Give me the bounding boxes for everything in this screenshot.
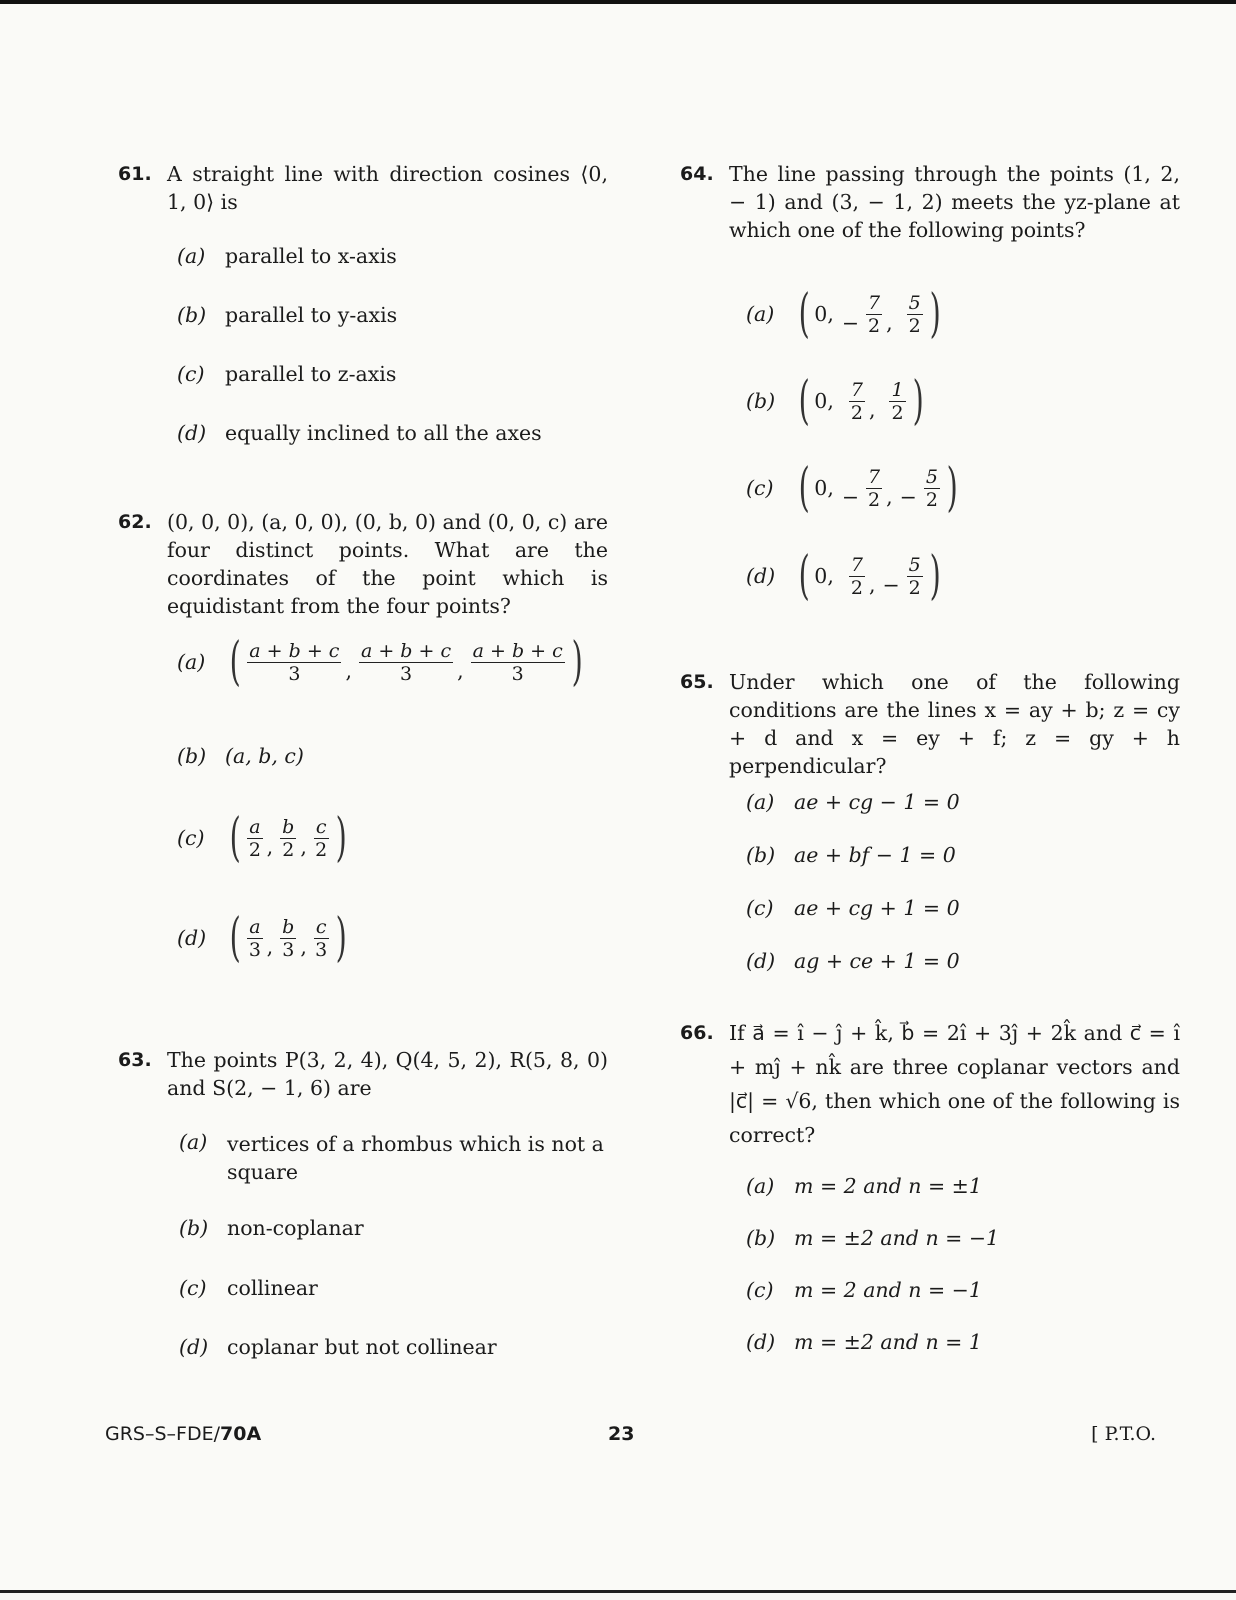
fraction-denominator: 3 (511, 662, 524, 685)
fraction-denominator: 2 (925, 488, 938, 511)
fraction-denominator: 3 (315, 938, 328, 961)
option-label: (c) (177, 362, 205, 386)
option-c (746, 896, 960, 920)
option-a (177, 244, 397, 268)
tuple-lead: 0, (814, 564, 834, 588)
question-text: Under which one of the following conditions are the lines x = ay + b; z = cy + d and x = ey + f; z = gy + h perpendicular? (729, 670, 1180, 778)
option-value: parallel to y-axis (225, 303, 398, 327)
option-a (179, 1130, 609, 1186)
sign: − (841, 311, 860, 335)
question-65 (680, 668, 1180, 973)
option-d (177, 421, 542, 445)
fraction-denominator: 3 (248, 938, 261, 961)
option-label: (c) (746, 476, 774, 500)
fraction-tuple: ( 0, − $\frac{7}{2}$ , − $\frac{5}{2}$ ) (798, 458, 958, 518)
fraction-denominator: 2 (850, 401, 863, 424)
option-d (179, 1335, 497, 1359)
fraction-numerator: 7 (850, 553, 863, 576)
fraction-numerator: a + b + c (472, 639, 563, 662)
question-number: 63. (118, 1049, 152, 1071)
fraction-numerator: 5 (908, 553, 921, 576)
fraction-numerator: b (282, 915, 295, 938)
option-label: (c) (179, 1276, 207, 1300)
option-label: (b) (177, 744, 207, 768)
option-value: ae + cg + 1 = 0 (794, 896, 960, 920)
option-c (746, 1278, 982, 1302)
option-c (177, 362, 396, 386)
tuple-lead: 0, (814, 302, 834, 326)
option-c (179, 1276, 318, 1300)
option-b (177, 744, 304, 768)
option-a (746, 284, 945, 344)
option-value: m = 2 and n = ±1 (794, 1174, 982, 1198)
fraction-tuple: ( $\frac{a + b + c}{3}$ , $\frac{a + b + c}{3}$ , $\frac{a + b + c}{3}$ ) (229, 632, 583, 692)
option-b (746, 1226, 999, 1250)
option-label: (a) (746, 1174, 775, 1198)
option-a (746, 1174, 982, 1198)
option-d (746, 1330, 982, 1354)
option-d (746, 949, 960, 973)
fraction-numerator: 7 (850, 378, 863, 401)
option-value: non-coplanar (227, 1216, 364, 1240)
option-d (746, 546, 945, 606)
option-a (177, 632, 587, 692)
fraction-numerator: a + b + c (249, 639, 340, 662)
fraction-tuple: ( $\frac{a}{2}$ , $\frac{b}{2}$ , $\frac{c}{2}$ ) (229, 808, 347, 868)
question-text: A straight line with direction cosines ⟨0, 1, 0⟩ is (167, 162, 608, 214)
question-62 (118, 508, 608, 968)
fraction-numerator: c (315, 815, 327, 838)
option-label: (c) (746, 1278, 774, 1302)
fraction-numerator: c (315, 915, 327, 938)
option-value: m = ±2 and n = 1 (794, 1330, 982, 1354)
option-label: (c) (746, 896, 774, 920)
option-label: (d) (179, 1335, 209, 1359)
sign: − (882, 573, 900, 597)
question-number: 66. (680, 1022, 714, 1044)
question-number: 64. (680, 163, 714, 185)
option-value: ae + cg − 1 = 0 (794, 790, 960, 814)
question-text: If a⃗ = î − ĵ + k̂, b⃗ = 2î + 3ĵ + 2k̂ and c⃗ = î + mĵ + nk̂ are three coplanar vectors and |c⃗| = √6, then which one of the following is correct? (729, 1021, 1180, 1147)
option-label: (c) (177, 826, 205, 850)
question-number: 65. (680, 671, 714, 693)
question-66 (680, 1016, 1180, 1354)
fraction-tuple: ( 0, $\frac{7}{2}$ , $\frac{1}{2}$ ) (798, 371, 924, 431)
fraction-numerator: 5 (925, 465, 938, 488)
option-label: (d) (746, 949, 776, 973)
fraction-denominator: 2 (908, 576, 921, 599)
fraction-numerator: a (249, 915, 261, 938)
fraction-numerator: 7 (868, 465, 881, 488)
option-value: ae + bf − 1 = 0 (794, 843, 956, 867)
option-b (179, 1216, 364, 1240)
page-number: 23 (608, 1423, 635, 1445)
question-63 (118, 1046, 608, 1359)
option-label: (b) (746, 389, 776, 413)
option-value: ag + ce + 1 = 0 (794, 949, 960, 973)
fraction-denominator: 2 (891, 401, 904, 424)
fraction-numerator: a + b + c (360, 639, 452, 662)
paper-code-suffix: 70A (220, 1423, 262, 1445)
option-value: parallel to z-axis (225, 362, 397, 386)
fraction-denominator: 3 (288, 662, 301, 685)
option-b (746, 843, 956, 867)
fraction-numerator: b (282, 815, 295, 838)
option-label: (a) (179, 1130, 208, 1154)
option-value: equally inclined to all the axes (225, 421, 542, 445)
option-c (746, 458, 962, 518)
option-label: (d) (746, 564, 776, 588)
option-d (177, 908, 351, 968)
fraction-tuple: ( 0, − $\frac{7}{2}$ , $\frac{5}{2}$ ) (798, 284, 941, 344)
option-b (177, 303, 397, 327)
option-label: (b) (746, 1226, 776, 1250)
option-a (746, 790, 960, 814)
fraction-denominator: 2 (315, 838, 328, 861)
option-value: (a, b, c) (225, 744, 304, 768)
option-value: m = ±2 and n = −1 (794, 1226, 1000, 1250)
fraction-denominator: 2 (282, 838, 295, 861)
fraction-denominator: 2 (908, 314, 921, 337)
option-label: (a) (177, 244, 206, 268)
question-number: 62. (118, 511, 152, 533)
option-label: (b) (177, 303, 207, 327)
fraction-numerator: 5 (908, 291, 921, 314)
fraction-numerator: a (249, 815, 261, 838)
paper-code-prefix: GRS–S–FDE/ (105, 1423, 221, 1445)
option-b (746, 371, 928, 431)
option-value: parallel to x-axis (225, 244, 397, 268)
fraction-numerator: 1 (891, 378, 904, 401)
question-text: The line passing through the points (1, 2, − 1) and (3, − 1, 2) meets the yz-plane at which one of the following points? (729, 162, 1180, 242)
option-label: (a) (746, 302, 775, 326)
question-number: 61. (118, 163, 152, 185)
question-64 (680, 160, 1180, 606)
fraction-denominator: 3 (399, 662, 413, 685)
sign: − (899, 485, 917, 509)
option-label: (a) (746, 790, 775, 814)
fraction-numerator: 7 (868, 291, 881, 314)
option-label: (b) (746, 843, 776, 867)
option-label: (b) (179, 1216, 209, 1240)
fraction-denominator: 2 (868, 314, 881, 337)
fraction-tuple: ( $\frac{a}{3}$ , $\frac{b}{3}$ , $\frac{c}{3}$ ) (229, 908, 347, 968)
fraction-denominator: 2 (850, 576, 863, 599)
bottom-rule (0, 1590, 1236, 1593)
pto-label: [ P.T.O. (1091, 1423, 1156, 1445)
fraction-tuple: ( 0, $\frac{7}{2}$ , − $\frac{5}{2}$ ) (798, 546, 941, 606)
question-61 (118, 160, 608, 445)
option-label: (a) (177, 650, 206, 674)
tuple-lead: 0, (814, 476, 834, 500)
option-c (177, 808, 351, 868)
sign: − (841, 485, 860, 509)
option-label: (d) (177, 421, 207, 445)
fraction-denominator: 3 (282, 938, 295, 961)
option-label: (d) (746, 1330, 776, 1354)
fraction-denominator: 2 (868, 488, 881, 511)
top-rule (0, 0, 1236, 4)
paper-code (105, 1423, 261, 1445)
option-label: (d) (177, 926, 207, 950)
tuple-lead: 0, (814, 389, 834, 413)
option-value: vertices of a rhombus which is not a square (227, 1132, 604, 1184)
option-value: m = 2 and n = −1 (794, 1278, 982, 1302)
question-text: (0, 0, 0), (a, 0, 0), (0, b, 0) and (0, 0, c) are four distinct points. What are the coordinates of the point which is equidistant from the four points? (167, 510, 608, 618)
fraction-denominator: 2 (248, 838, 261, 861)
option-value: collinear (227, 1276, 318, 1300)
option-value: coplanar but not collinear (227, 1335, 497, 1359)
question-text: The points P(3, 2, 4), Q(4, 5, 2), R(5, 8, 0) and S(2, − 1, 6) are (167, 1048, 608, 1100)
